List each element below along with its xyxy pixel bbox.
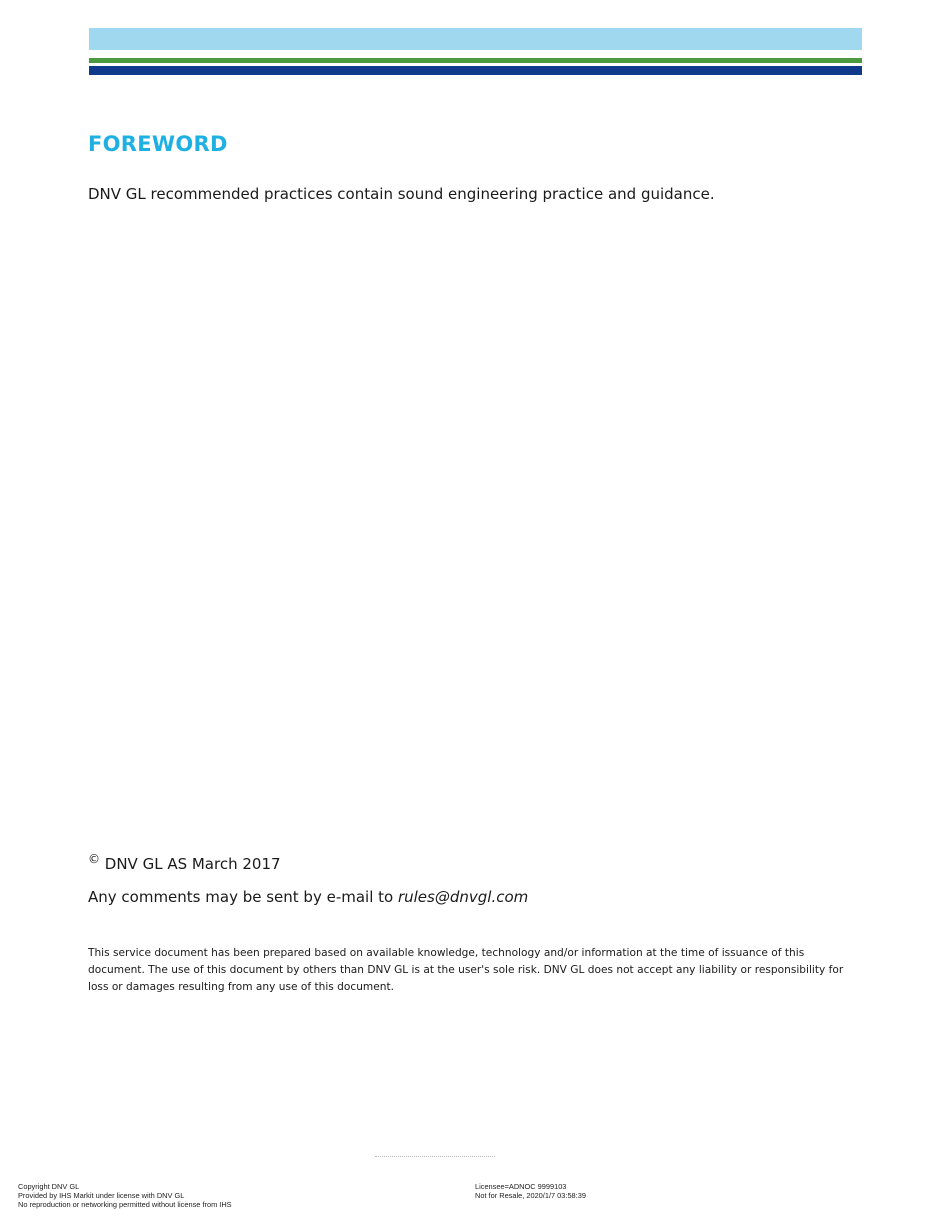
comments-prefix: Any comments may be sent by e-mail to [88, 888, 398, 906]
disclaimer-text: This service document has been prepared based on available knowledge, technology and/or information at the time of issuance of this document. The use of this document by others than DNV GL is at the user's sole risk. DNV GL does not accept any liability or responsibility for loss or damages resulting from any use of this document. [88, 947, 844, 993]
footer-left-line: No reproduction or networking permitted without license from IHS [18, 1200, 232, 1209]
page-title: FOREWORD [88, 132, 228, 156]
footer-left-line: Provided by IHS Markit under license with DNV GL [18, 1191, 185, 1200]
header-band-navy [89, 66, 862, 75]
header-band-green [89, 58, 862, 63]
header-band-sky [89, 28, 862, 50]
footer-left-line: Copyright DNV GL [18, 1182, 80, 1191]
footer-divider [375, 1156, 495, 1157]
copyright-text: DNV GL AS March 2017 [100, 855, 281, 873]
footer-right [475, 1182, 586, 1200]
intro-text: DNV GL recommended practices contain sound engineering practice and guidance. [88, 185, 715, 203]
copyright-symbol: © [88, 852, 100, 866]
footer-right-line: Not for Resale, 2020/1/7 03:58:39 [475, 1191, 586, 1200]
copyright-line [88, 852, 281, 873]
footer-right-line: Licensee=ADNOC 9999103 [475, 1182, 567, 1191]
footer-left [18, 1182, 232, 1209]
email-link[interactable]: rules@dnvgl.com [397, 888, 529, 906]
comments-line [88, 888, 528, 906]
